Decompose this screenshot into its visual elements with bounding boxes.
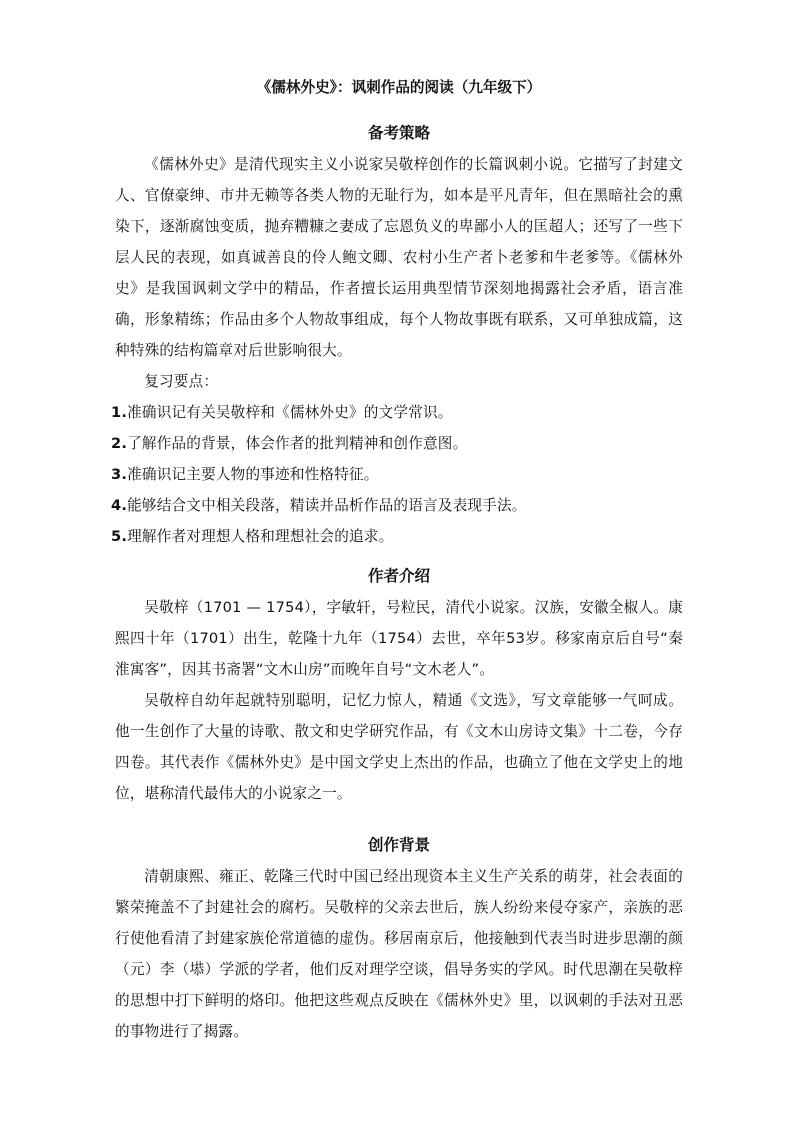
strategy-review-label: 复习要点： [144,373,219,390]
list-item-text: 理解作者对理想人格和理想社会的追求。 [127,528,394,545]
list-item [111,490,683,521]
list-item-text: 准确识记主要人物的事迹和性格特征。 [127,466,379,483]
list-item-text: 能够结合文中相关段落，精读并品析作品的语言及表现手法。 [127,497,527,514]
section-heading-strategy: 备考策略 [367,124,430,142]
background-paragraph: 清朝康熙、雍正、乾隆三代时中国已经出现资本主义生产关系的萌芽，社会表面的繁荣掩盖不了封建社会的腐朽。吴敬梓的父亲去世后，族人纷纷来侵夺家产，亲族的恶行使他看清了封建家族伦常道德的虚伪。移居南京后，他接触到代表当时进步思潮的颜（元）李（塨）学派的学者，他们反对理学空谈，倡导务实的学风。时代思潮在吴敬梓的思想中打下鲜明的烙印。他把这些观点反映在《儒林外史》里，以讽刺的手法对丑恶的事物进行了揭露。 [115,868,683,1040]
review-points-list [111,397,683,552]
list-item-text: 准确识记有关吴敬梓和《儒林外史》的文学常识。 [127,404,453,421]
list-item-number: 4. [111,497,128,514]
list-item-number: 5. [111,528,128,545]
list-item-number: 3. [111,466,128,483]
author-paragraph-bio: 吴敬梓（1701 — 1754），字敏轩，号粒民，清代小说家。汉族，安徽全椒人。康熙四十年（1701）出生，乾隆十九年（1754）去世，卒年53岁。移家南京后自号“秦淮寓客”，因其书斋署“文木山房”而晚年自号“文木老人”。 [115,599,683,678]
document-page [111,74,683,1047]
list-item-text: 了解作品的背景，体会作者的批判精神和创作意图。 [127,435,468,452]
document-title: 《儒林外史》：讽刺作品的阅读（九年级下） [256,79,542,96]
list-item [111,397,683,428]
list-item-number: 2. [111,435,128,452]
list-item [111,521,683,552]
list-item [111,459,683,490]
strategy-paragraph-intro: 《儒林外史》是清代现实主义小说家吴敬梓创作的长篇讽刺小说。它描写了封建文人、官僚豪绅、市井无赖等各类人物的无耻行为，如本是平凡青年，但在黑暗社会的熏染下，逐渐腐蚀变质，抛弃糟糠之妻成了忘恩负义的卑鄙小人的匡超人；还写了一些下层人民的表现，如真诚善良的伶人鲍文卿、农村小生产者卜老爹和牛老爹等。《儒林外史》是我国讽刺文学中的精品，作者擅长运用典型情节深刻地揭露社会矛盾，语言准确，形象精练；作品由多个人物故事组成，每个人物故事既有联系，又可单独成篇，这种特殊的结构篇章对后世影响很大。 [115,156,683,359]
section-heading-background: 创作背景 [367,836,430,854]
section-heading-author: 作者介绍 [367,567,430,585]
list-item-number: 1. [111,404,128,421]
list-item [111,428,683,459]
author-paragraph-works: 吴敬梓自幼年起就特别聪明，记忆力惊人，精通《文选》，写文章能够一气呵成。他一生创作了大量的诗歌、散文和史学研究作品，有《文木山房诗文集》十二卷，今存四卷。其代表作《儒林外史》是中国文学史上杰出的作品，也确立了他在文学史上的地位，堪称清代最伟大的小说家之一。 [115,692,683,802]
